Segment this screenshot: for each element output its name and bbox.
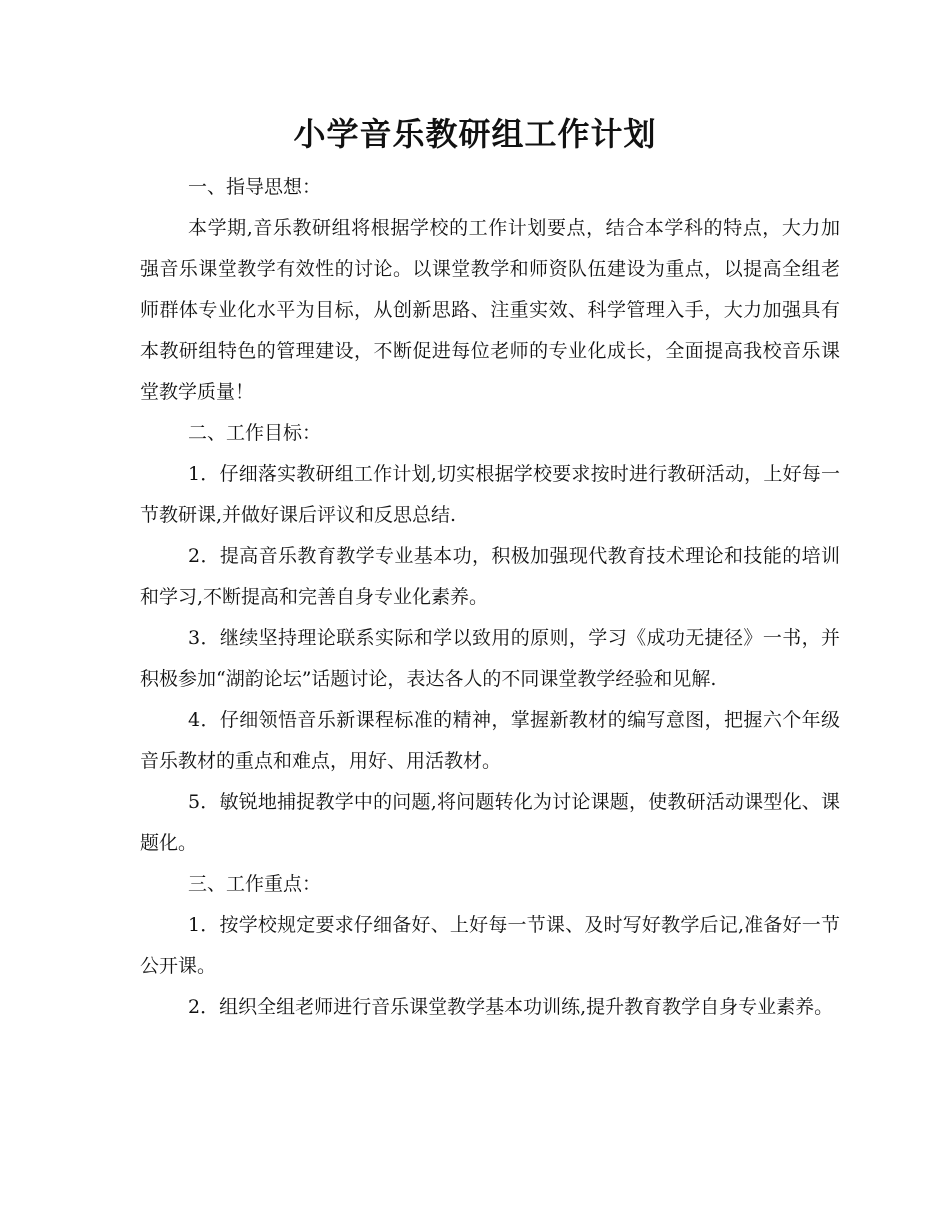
- paragraph-goal-2: 2．提高音乐教育教学专业基本功，积极加强现代教育技术理论和技能的培训和学习,不断提高和完善自身专业化素养。: [140, 545, 840, 608]
- section-heading-work-goals: 二、工作目标：: [188, 422, 322, 444]
- section-heading-work-focus: 三、工作重点：: [188, 873, 322, 895]
- paragraph-goal-5: 5．敏锐地捕捉教学中的问题,将问题转化为讨论课题，使教研活动课型化、课题化。: [140, 791, 840, 854]
- paragraph-focus-2: 2．组织全组老师进行音乐课堂教学基本功训练,提升教育教学自身专业素养。: [188, 996, 834, 1018]
- paragraph-focus-1: 1．按学校规定要求仔细备好、上好每一节课、及时写好教学后记,准备好一节公开课。: [140, 914, 840, 977]
- paragraph-goal-4: 4．仔细领悟音乐新课程标准的精神，掌握新教材的编写意图，把握六个年级音乐教材的重点和难点，用好、用活教材。: [140, 709, 840, 772]
- document-title: 小学音乐教研组工作计划: [293, 115, 657, 153]
- section-heading-guiding-ideology: 一、指导思想：: [188, 176, 322, 198]
- paragraph-guiding-ideology: 本学期,音乐教研组将根据学校的工作计划要点，结合本学科的特点，大力加强音乐课堂教学有效性的讨论。以课堂教学和师资队伍建设为重点，以提高全组老师群体专业化水平为目标，从创新思路、注重实效、科学管理入手，大力加强具有本教研组特色的管理建设，不断促进每位老师的专业化成长，全面提高我校音乐课堂教学质量！: [140, 217, 840, 403]
- paragraph-goal-1: 1．仔细落实教研组工作计划,切实根据学校要求按时进行教研活动，上好每一节教研课,并做好课后评议和反思总结.: [140, 463, 840, 526]
- paragraph-goal-3: 3．继续坚持理论联系实际和学以致用的原则，学习《成功无捷径》一书，并积极参加“湖韵论坛”话题讨论，表达各人的不同课堂教学经验和见解.: [140, 627, 840, 690]
- document-body: [140, 167, 840, 1028]
